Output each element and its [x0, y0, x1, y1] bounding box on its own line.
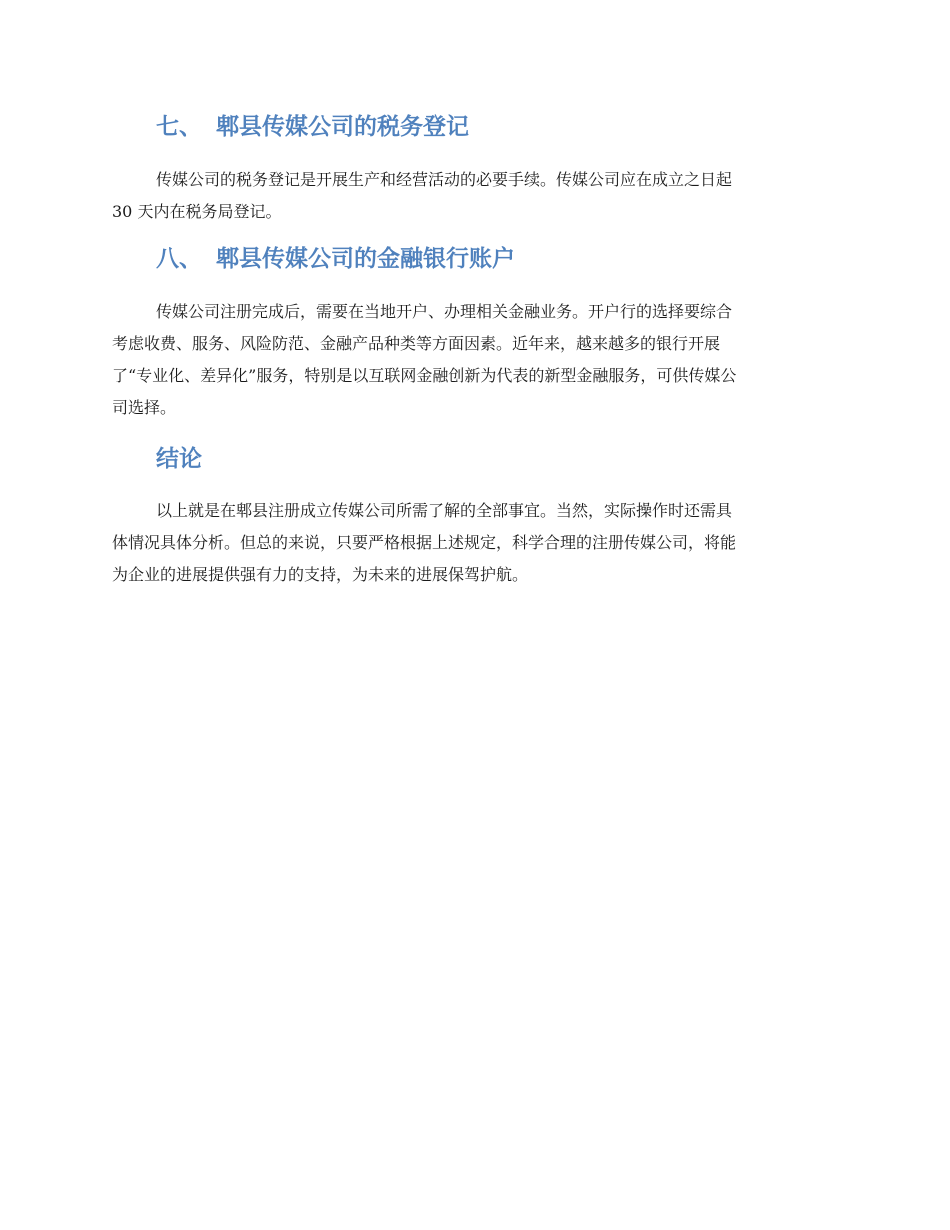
paragraph-line: 体情况具体分析。但总的来说，只要严格根据上述规定，科学合理的注册传媒公司，将能 — [112, 533, 737, 552]
section-heading — [112, 112, 832, 142]
section-title: 郫县传媒公司的金融银行账户 — [216, 246, 515, 272]
paragraph-line: 传媒公司的税务登记是开展生产和经营活动的必要手续。传媒公司应在成立之日起 — [156, 170, 733, 189]
section-conclusion — [112, 444, 832, 591]
section-paragraph — [112, 164, 832, 228]
section-tax-registration — [112, 112, 832, 228]
paragraph-line: 为企业的进展提供强有力的支持，为未来的进展保驾护航。 — [112, 565, 529, 584]
section-heading — [112, 444, 832, 474]
section-number: 八、 — [156, 246, 202, 272]
paragraph-line: 30 天内在税务局登记。 — [112, 202, 282, 221]
section-heading — [112, 244, 832, 274]
section-title: 结论 — [156, 446, 202, 472]
paragraph-line: 了“专业化、差异化”服务，特别是以互联网金融创新为代表的新型金融服务，可供传媒公 — [112, 366, 737, 385]
section-paragraph — [112, 495, 832, 591]
paragraph-line: 考虑收费、服务、风险防范、金融产品种类等方面因素。近年来，越来越多的银行开展 — [112, 334, 721, 353]
paragraph-line: 以上就是在郫县注册成立传媒公司所需了解的全部事宜。当然，实际操作时还需具 — [156, 501, 733, 520]
section-number: 七、 — [156, 114, 202, 140]
section-paragraph — [112, 296, 832, 424]
section-bank-account — [112, 244, 832, 424]
section-title: 郫县传媒公司的税务登记 — [216, 114, 469, 140]
paragraph-line: 司选择。 — [112, 398, 177, 417]
paragraph-line: 传媒公司注册完成后，需要在当地开户、办理相关金融业务。开户行的选择要综合 — [156, 302, 733, 321]
